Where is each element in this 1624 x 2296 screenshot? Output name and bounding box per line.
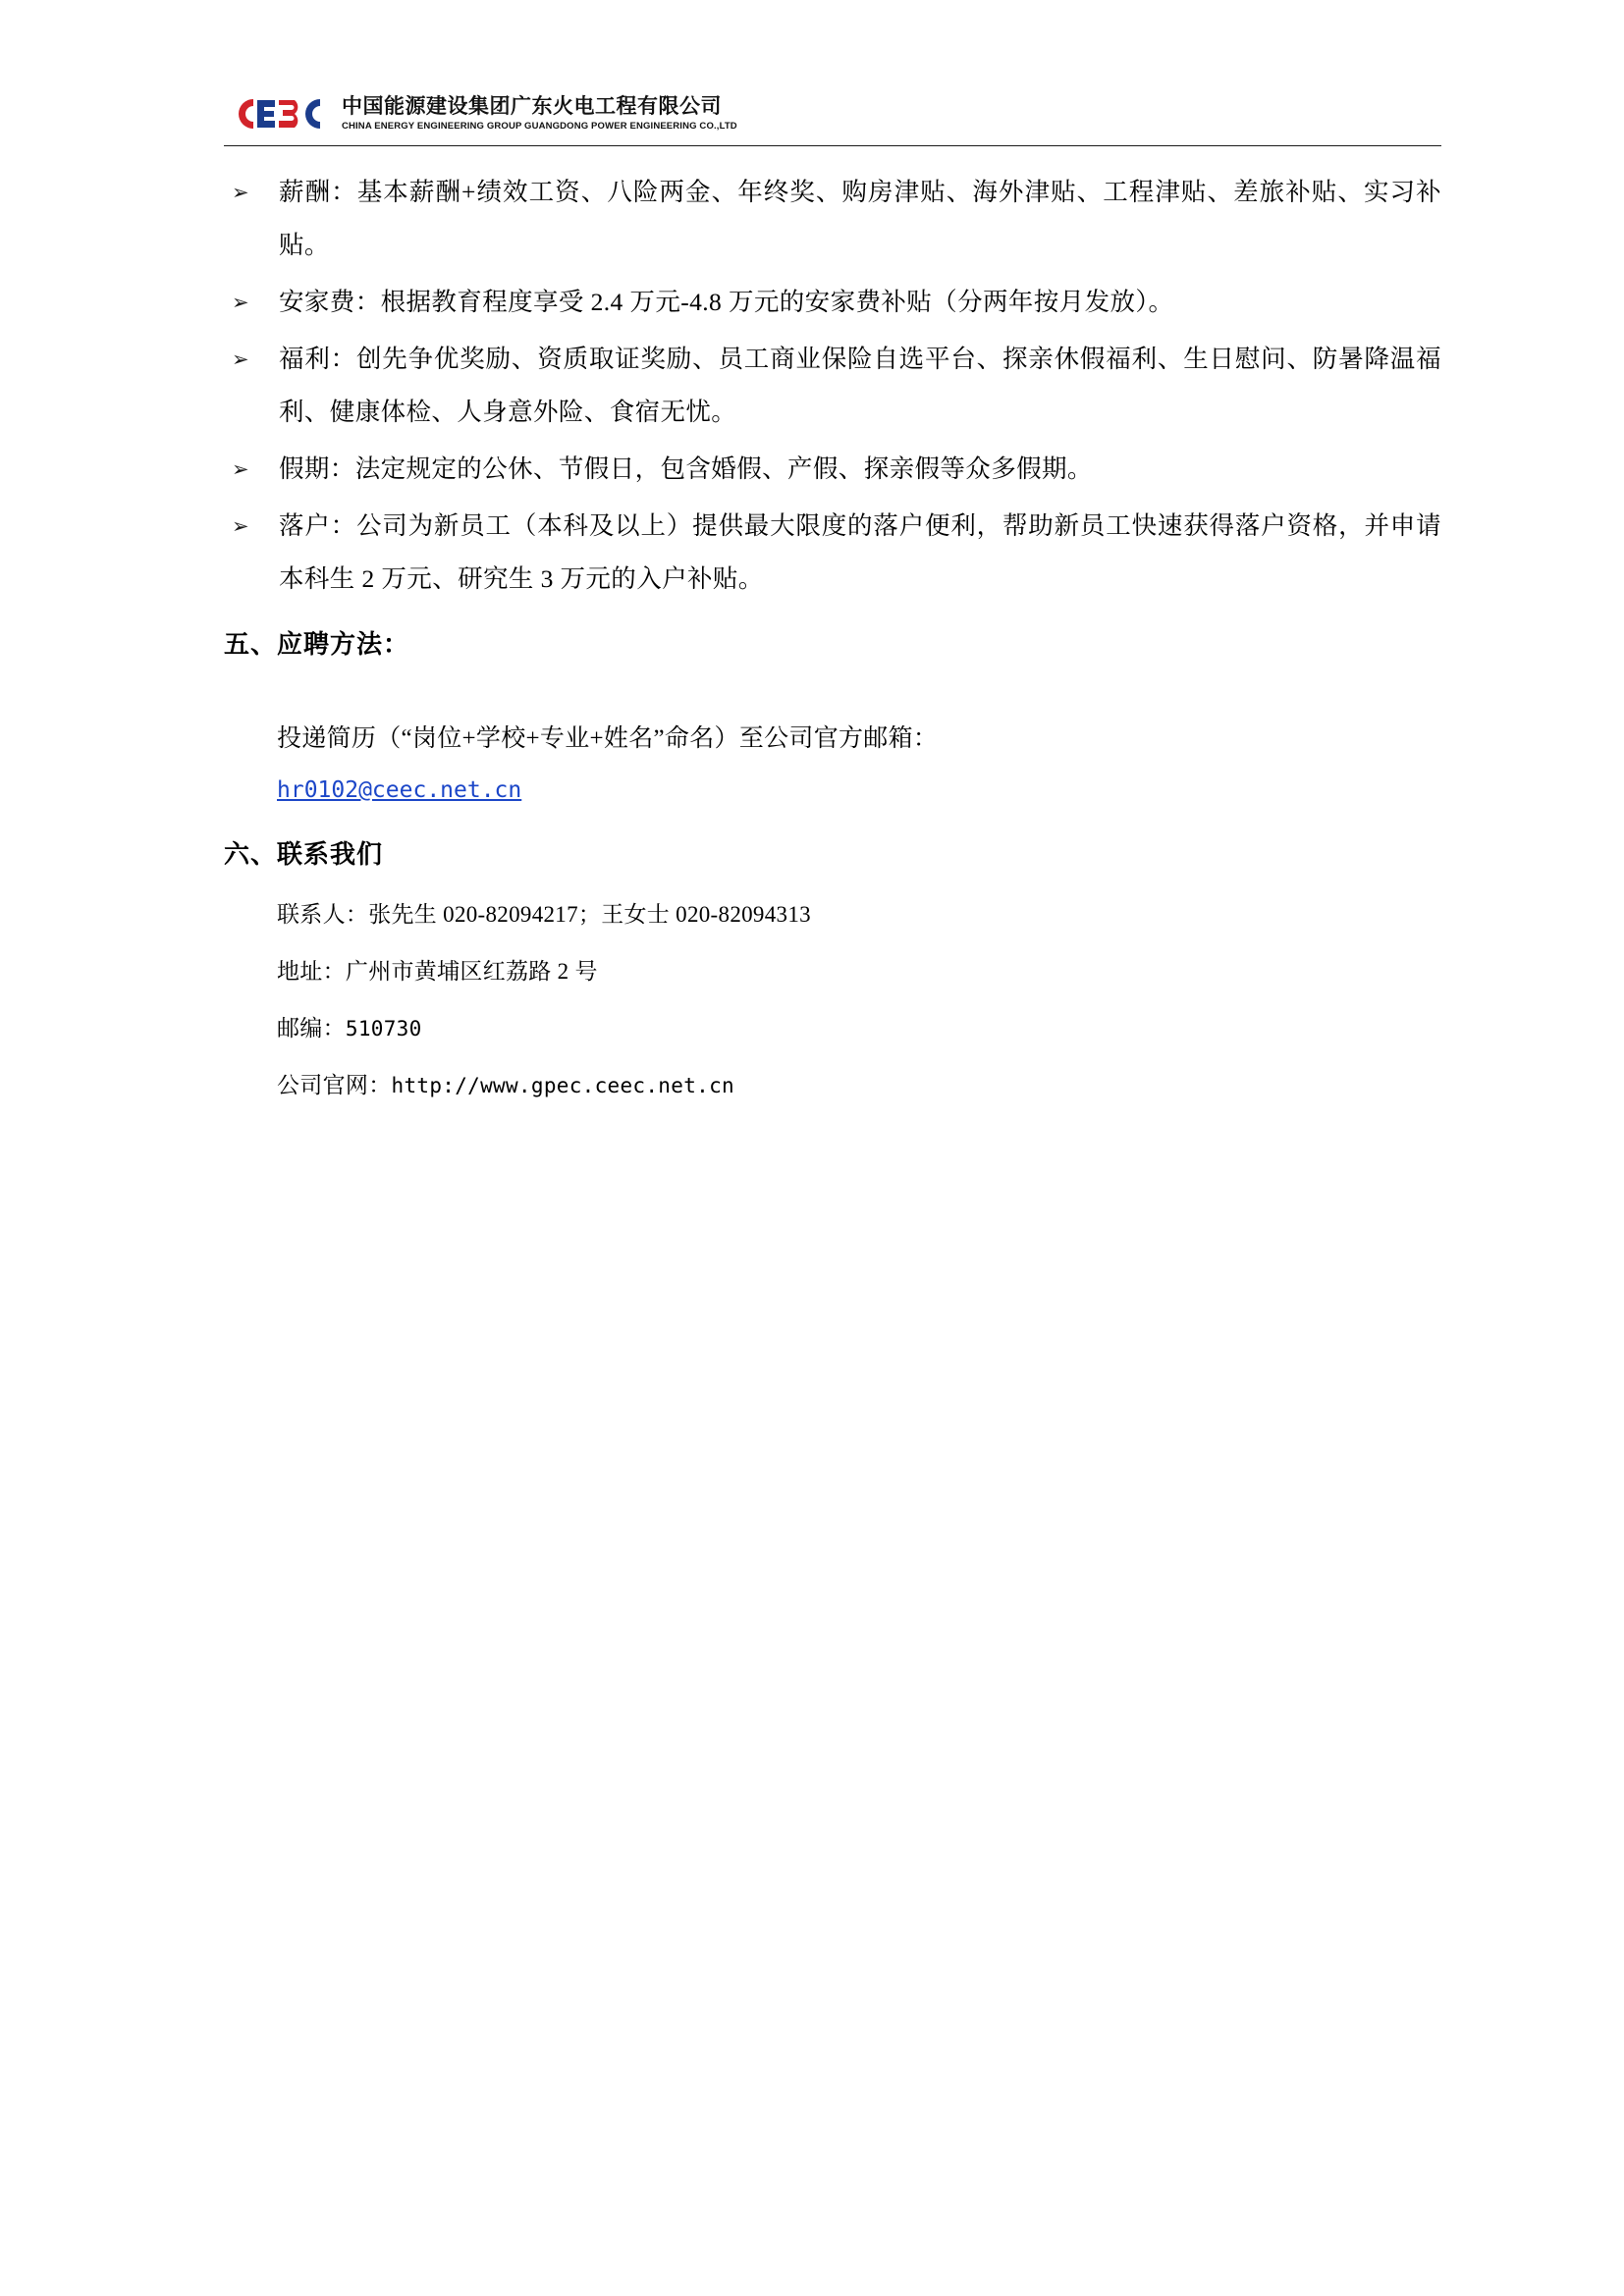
arrow-bullet-icon: ➢ [232,457,249,481]
contact-line-postcode [277,1000,1441,1057]
email-link[interactable]: hr0102@ceec.net.cn [277,777,522,803]
cegc-logo-icon [234,94,328,133]
company-name-en: CHINA ENERGY ENGINEERING GROUP GUANGDONG POWER ENGINEERING CO.,LTD [342,120,737,132]
contact-line-website [277,1057,1441,1114]
list-item-text: 假期：法定规定的公休、节假日，包含婚假、产假、探亲假等众多假期。 [279,454,1093,483]
list-item [224,443,1441,496]
contact-value-postcode: 510730 [345,1017,422,1041]
benefits-list [224,166,1441,606]
section-heading-apply: 五、应聘方法： [224,630,410,659]
contact-label-website: 公司官网： [277,1073,392,1097]
contact-label-person: 联系人： [277,902,369,927]
list-item-text: 安家费：根据教育程度享受 2.4 万元-4.8 万元的安家费补贴（分两年按月发放）。 [279,288,1174,316]
apply-paragraph [277,714,1441,816]
arrow-bullet-icon: ➢ [232,347,249,371]
contact-line-person [277,886,1441,943]
letterhead [234,86,1441,141]
arrow-bullet-icon: ➢ [232,181,249,204]
apply-paragraph-text: 投递简历（“岗位+学校+专业+姓名”命名）至公司官方邮箱： [277,725,939,752]
letterhead-company-names [342,96,737,131]
section-heading-contact: 六、联系我们 [224,840,384,869]
list-item [224,333,1441,439]
list-item-text: 落户：公司为新员工（本科及以上）提供最大限度的落户便利，帮助新员工快速获得落户资格，并申请本科生 2 万元、研究生 3 万元的入户补贴。 [279,511,1441,593]
list-item-text: 薪酬：基本薪酬+绩效工资、八险两金、年终奖、购房津贴、海外津贴、工程津贴、差旅补贴、实习补贴。 [279,178,1441,259]
letterhead-divider [224,145,1441,146]
list-item-text: 福利：创先争优奖励、资质取证奖励、员工商业保险自选平台、探亲休假福利、生日慰问、防暑降温福利、健康体检、人身意外险、食宿无忧。 [279,345,1441,426]
contact-line-address [277,943,1441,1000]
contact-value-person: 张先生 020-82094217；王女士 020-82094313 [368,902,811,927]
list-item [224,500,1441,606]
contact-label-address: 地址： [277,959,346,984]
list-item [224,166,1441,272]
company-name-cn: 中国能源建设集团广东火电工程有限公司 [342,95,722,119]
document-content [224,86,1441,1114]
contact-block [224,886,1441,1114]
contact-value-address: 广州市黄埔区红荔路 2 号 [345,959,598,984]
arrow-bullet-icon: ➢ [232,514,249,538]
list-item [224,276,1441,329]
contact-label-postcode: 邮编： [277,1016,346,1041]
arrow-bullet-icon: ➢ [232,291,249,314]
contact-value-website: http://www.gpec.ceec.net.cn [391,1074,734,1097]
